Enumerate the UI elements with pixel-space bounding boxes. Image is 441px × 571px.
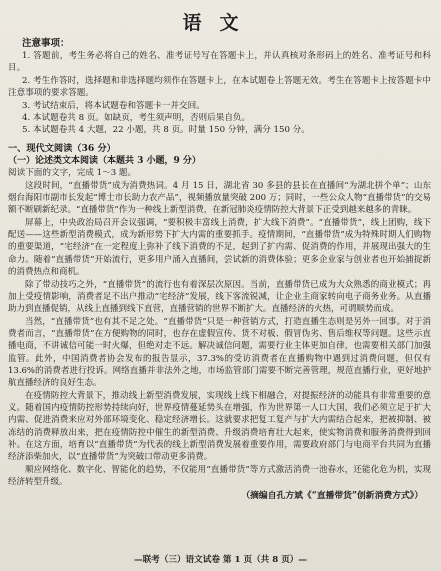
article-source: （摘编自孔方斌《“直播带货”创新消费方式》） [241, 491, 423, 502]
article-paragraph-4: 当然，“直播带货”也有其不足之处。“直播带货”只是一种营销方式，打造直播生态则是另外一回事。对于消费者而言，“直播带货”在方便购物的同时，也存在虚假宣传、货不对板、假冒伪劣、售后维权等问题。这些示直播电商，不讲诚信可能一时火爆，但绝对走不远。解决诚信问题，需要行业主体更加自律，也需要相关部门加强监管。此外，中国消费者协会发布的报告显示，37.3%的受访消费者在直播购物中遇到过消费问题，但仅有 13.6%的消费者进行投诉。网络直播并非法外之地，市场监管部门需要不断完善管理，规范直播行业，更好地护航直播经济的良好生态。 [8, 316, 431, 389]
article-paragraph-2: 屏幕上，中央政治局召开会议强调，“要积极丰富线上消费，扩大线下消费”。“直播带货”，线上团购，线下配送——这些新型消费模式，成为新形势下扩大内需的重要抓手。疫情期间，“直播带货”成为特殊时期人们购物的重要渠道，“宅经济”在一定程度上弥补了线下消费的不足，起到了扩内需、促消费的作用，并展现出强大的生命力。随着“直播带货”开始流行，更多用户涌入直播间，尝试新的消费体验；更多企业家与创业者也开始捕捉新的消费热点和商机。 [8, 217, 431, 278]
page-title: 语文 [182, 12, 257, 34]
notice-item-4: 4. 本试题卷共 8 页。如缺页，考生须声明，否则后果自负。 [22, 113, 251, 124]
article-paragraph-3: 除了带动技巧之外，“直播带货”的流行也有着深层次原因。当前，直播带货已成为大众熟悉的商业模式；再加上受疫情影响，消费者足不出户推动“宅经济”发展，线下客流锐减，让企业主商家转向电子商务业务。从直播助力到直播促销，从线上直播到线下直营，直播营销的世界不断扩大。直播经济的火热，可谓顺势而成。 [8, 279, 431, 315]
notice-heading: 注意事项： [22, 38, 70, 49]
page-footer: —联考（三）语文试卷 第 1 页（共 8 页）— [133, 555, 307, 565]
notice-item-5: 5. 本试题卷共 4 大题，22 小题，共 8 页。时量 150 分钟，满分 150 分。 [22, 125, 310, 136]
notice-block [8, 38, 431, 137]
reading-instruction: 阅读下面的文字，完成 1～3 题。 [8, 168, 137, 179]
article-body [8, 180, 431, 489]
subsection-title: （一）论述类文本阅读（本题共 3 小题，9 分） [8, 155, 201, 166]
notice-item-1: 1. 答题前，考生务必将自己的姓名、准考证号写在答题卡上，并认真核对条形码上的姓名、准考证号和科目。 [8, 51, 431, 74]
section-title: 一、现代文阅读（36 分） [8, 142, 116, 154]
notice-item-2: 2. 考生作答时，选择题和非选择题均须作在答题卡上，在本试题卷上答题无效。考生在答题卡上按答题卡中注意事项的要求答题。 [8, 75, 431, 99]
article-paragraph-6: 顺应网络化、数字化、智能化的趋势，不仅能用“直播带货”等方式激活消费一池春水，还能化危为机，实现经济转型升级。 [8, 464, 431, 487]
article-paragraph-5: 在疫情防控大背景下，推动线上新型消费发展，实现线上线下相融合，对提振经济的动能具有非常重要的意义。随着国内疫情防控形势持续向好，世界疫情蔓延势头在增强，作为世界第一人口大国，我们必须立足于扩大内需、促进消费来应对外部环境变化、稳定经济增长。这就要求把复工复产与扩大内需结合起来，把被抑制、被冻结的消费释放出来，把在疫情防控中催生的新型消费、升级消费培育壮大起来，使实物消费和服务消费得到回补。在这方面，培育以“直播带货”为代表的线上新型消费发展着重要作用，需要政府部门与电商平台共同为直播经济添柴加火，以“直播带货”为突破口带动更多消费。 [8, 390, 431, 463]
article-paragraph-1: 这段时间，“直播带货”成为消费热词。4 月 15 日，湖北省 30 多县的县长在直播间“为湖北拼个单”；山东烟台海阳市副市长发起“博士市长助力农产品”，视频播放量突破 200 万；同时，一些公众人物“直播带货”的交易额不断刷新纪录。“直播带货”作为一种线上新型消费，在新冠肺炎疫情防控大背景下正受到越来越多的青睐。 [8, 180, 431, 216]
notice-item-3: 3. 考试结束后，将本试题卷和答题卡一并交回。 [22, 100, 205, 111]
